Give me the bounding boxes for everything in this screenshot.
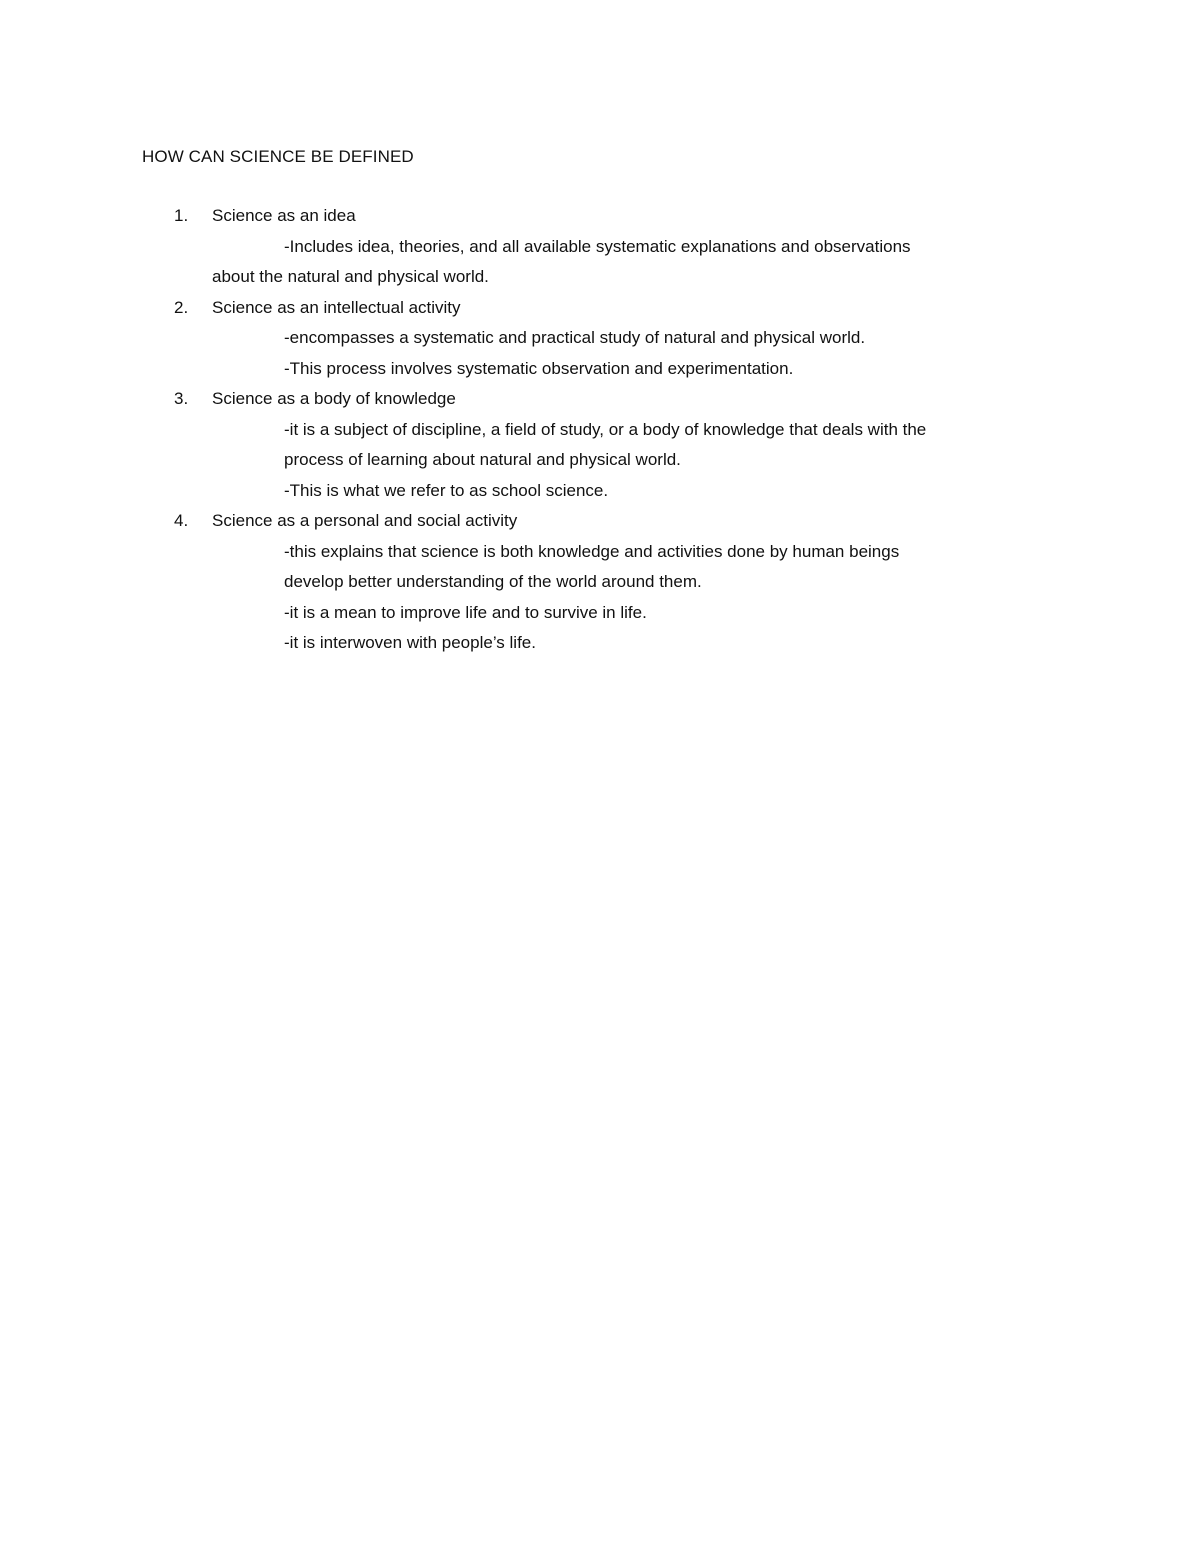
list-item-line [142, 415, 1062, 446]
list-item-line-text: -encompasses a systematic and practical study of natural and physical world. [284, 328, 866, 347]
list-item-line [142, 537, 1062, 568]
list-item-line [142, 323, 1062, 354]
list-item-label: Science as a personal and social activity [212, 511, 518, 530]
list-item-line-text: -This process involves systematic observation and experimentation. [284, 358, 794, 378]
list-item-line-text: process of learning about natural and physical world. [284, 450, 681, 469]
list-item [142, 201, 1062, 293]
list-item-line [142, 476, 1062, 507]
list-item-line [142, 354, 1062, 385]
list-item-line [142, 232, 1062, 263]
list-item-heading [142, 293, 1062, 324]
list-item-number: 4. [174, 511, 189, 530]
list-item-label: Science as an idea [212, 206, 356, 225]
list-item-number: 2. [174, 297, 189, 317]
list-item-number: 3. [174, 389, 189, 408]
list-item [142, 384, 1062, 506]
list-item-line-text: -Includes idea, theories, and all available systematic explanations and observations [284, 236, 911, 256]
list-item-line-text: -This is what we refer to as school science. [284, 480, 609, 500]
list-item-line-text: -this explains that science is both knowledge and activities done by human beings [284, 541, 900, 561]
list-item-label: Science as an intellectual activity [212, 297, 461, 317]
list-item-line-text: about the natural and physical world. [212, 267, 489, 286]
list-item-line-text: -it is interwoven with people’s life. [284, 633, 536, 652]
list-item-label: Science as a body of knowledge [212, 389, 456, 408]
list-item-line [142, 262, 1062, 293]
list-item-line [142, 628, 1062, 659]
list-item-heading [142, 201, 1062, 232]
list-item-line-text: -it is a mean to improve life and to survive in life. [284, 602, 647, 622]
list-item-line-text: -it is a subject of discipline, a field of study, or a body of knowledge that deals with the [284, 419, 927, 439]
list-item [142, 506, 1062, 659]
list-item-line [142, 445, 1062, 476]
list-item-line-text: develop better understanding of the world around them. [284, 572, 702, 591]
list-item-heading [142, 384, 1062, 415]
list-item-line [142, 567, 1062, 598]
page-title: HOW CAN SCIENCE BE DEFINED [142, 147, 414, 166]
list-item [142, 293, 1062, 385]
list-item-number: 1. [174, 206, 189, 225]
list-item-line [142, 598, 1062, 629]
list-item-heading [142, 506, 1062, 537]
definition-list [142, 201, 1062, 659]
